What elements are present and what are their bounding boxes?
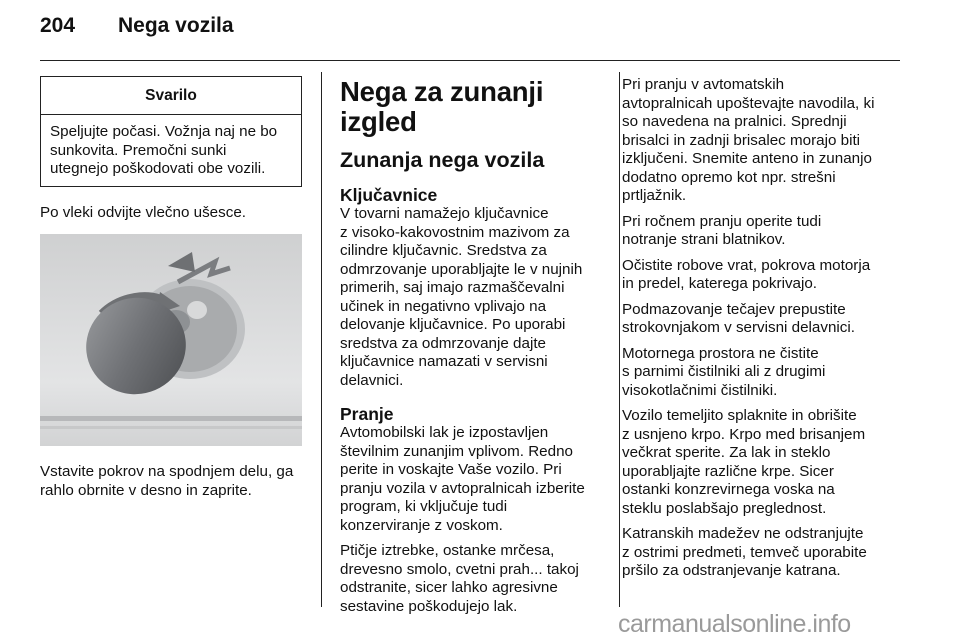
chapter-title: Nega vozila: [118, 14, 234, 37]
page-header: [40, 14, 234, 38]
column-divider: [619, 72, 620, 607]
header-rule: [40, 60, 900, 61]
warning-text: Speljujte počasi. Vožnja naj ne bo sunkovita. Premočni sunki utegnejo poškodovati obe vozili.: [50, 123, 278, 177]
middle-column: [340, 76, 602, 623]
subsection-heading: Zunanja nega vozila: [340, 148, 545, 172]
towing-eye-cover-photo: [40, 234, 302, 446]
paragraph: Vozilo temeljito splaknite in obrišite z usnjeno krpo. Krpo med brisanjem večkrat sperite. Za lak in steklo uporabljajte različne krpe. Sicer ostanki konzrevirnega voska na steklu poslabšajo preglednost.: [622, 407, 866, 517]
warning-title: Svarilo: [41, 77, 301, 115]
locks-text: V tovarni namažejo ključavnice z visoko-kakovostnim mazivom za cilindre ključavnic. Sredstva za odmrzovanje uporabljajte le v nujnih primerih, saj imajo razmaščevalni učinek in negativno vplivajo na delovanje ključavnice. Po uporabi sredstva za odmrzovanje dajte ključavnice namazati v servisni delavnici.: [340, 205, 583, 389]
warning-box: [40, 76, 302, 187]
right-column: [622, 76, 904, 588]
paragraph: Pri ročnem pranju operite tudi notranje strani blatnikov.: [622, 212, 822, 248]
paragraph: Očistite robove vrat, pokrova motorja in predel, katerega pokrivajo.: [622, 256, 871, 292]
topic-heading-washing: Pranje: [340, 404, 394, 424]
section-heading: Nega za zunanji izgled: [340, 76, 544, 137]
page-number: 204: [40, 14, 76, 37]
topic-heading-locks: Ključavnice: [340, 185, 438, 205]
paragraph: Pri pranju v avtomatskih avtopralnicah upoštevajte navodila, ki so navedena na pralnici. Sprednji brisalci in zadnji brisalec morajo biti izključeni. Snemite anteno in zunanjo dodatno opremo kot npr. strešni prtljažnik.: [622, 76, 875, 204]
paragraph: Po vleki odvijte vlečno ušesce.: [40, 203, 246, 221]
washing-text: Avtomobilski lak je izpostavljen številnim zunanjim vplivom. Redno perite in voskajte Vaše vozilo. Pri pranju vozila v avtopralnicah izberite program, ki vključuje tudi konzerviranje z voskom.: [340, 424, 585, 534]
column-divider: [321, 72, 322, 607]
paragraph: Katranskih madežev ne odstranjujte z ostrimi predmeti, temveč uporabite pršilo za odstranjevanje katrana.: [622, 525, 867, 579]
washing-text: Ptičje iztrebke, ostanke mrčesa, drevesno smolo, cvetni prah... takoj odstranite, sicer lahko agresivne sestavine poškodujejo lak.: [340, 542, 579, 615]
watermark: carmanualsonline.info: [618, 610, 851, 638]
paragraph: Podmazovanje tečajev prepustite strokovnjakom v servisni delavnici.: [622, 300, 855, 336]
paragraph: Motornega prostora ne čistite s parnimi čistilniki ali z drugimi visokotlačnimi čistilniki.: [622, 344, 826, 399]
photo-caption: Vstavite pokrov na spodnjem delu, ga rahlo obrnite v desno in zaprite.: [40, 463, 294, 499]
left-column: [40, 76, 302, 507]
